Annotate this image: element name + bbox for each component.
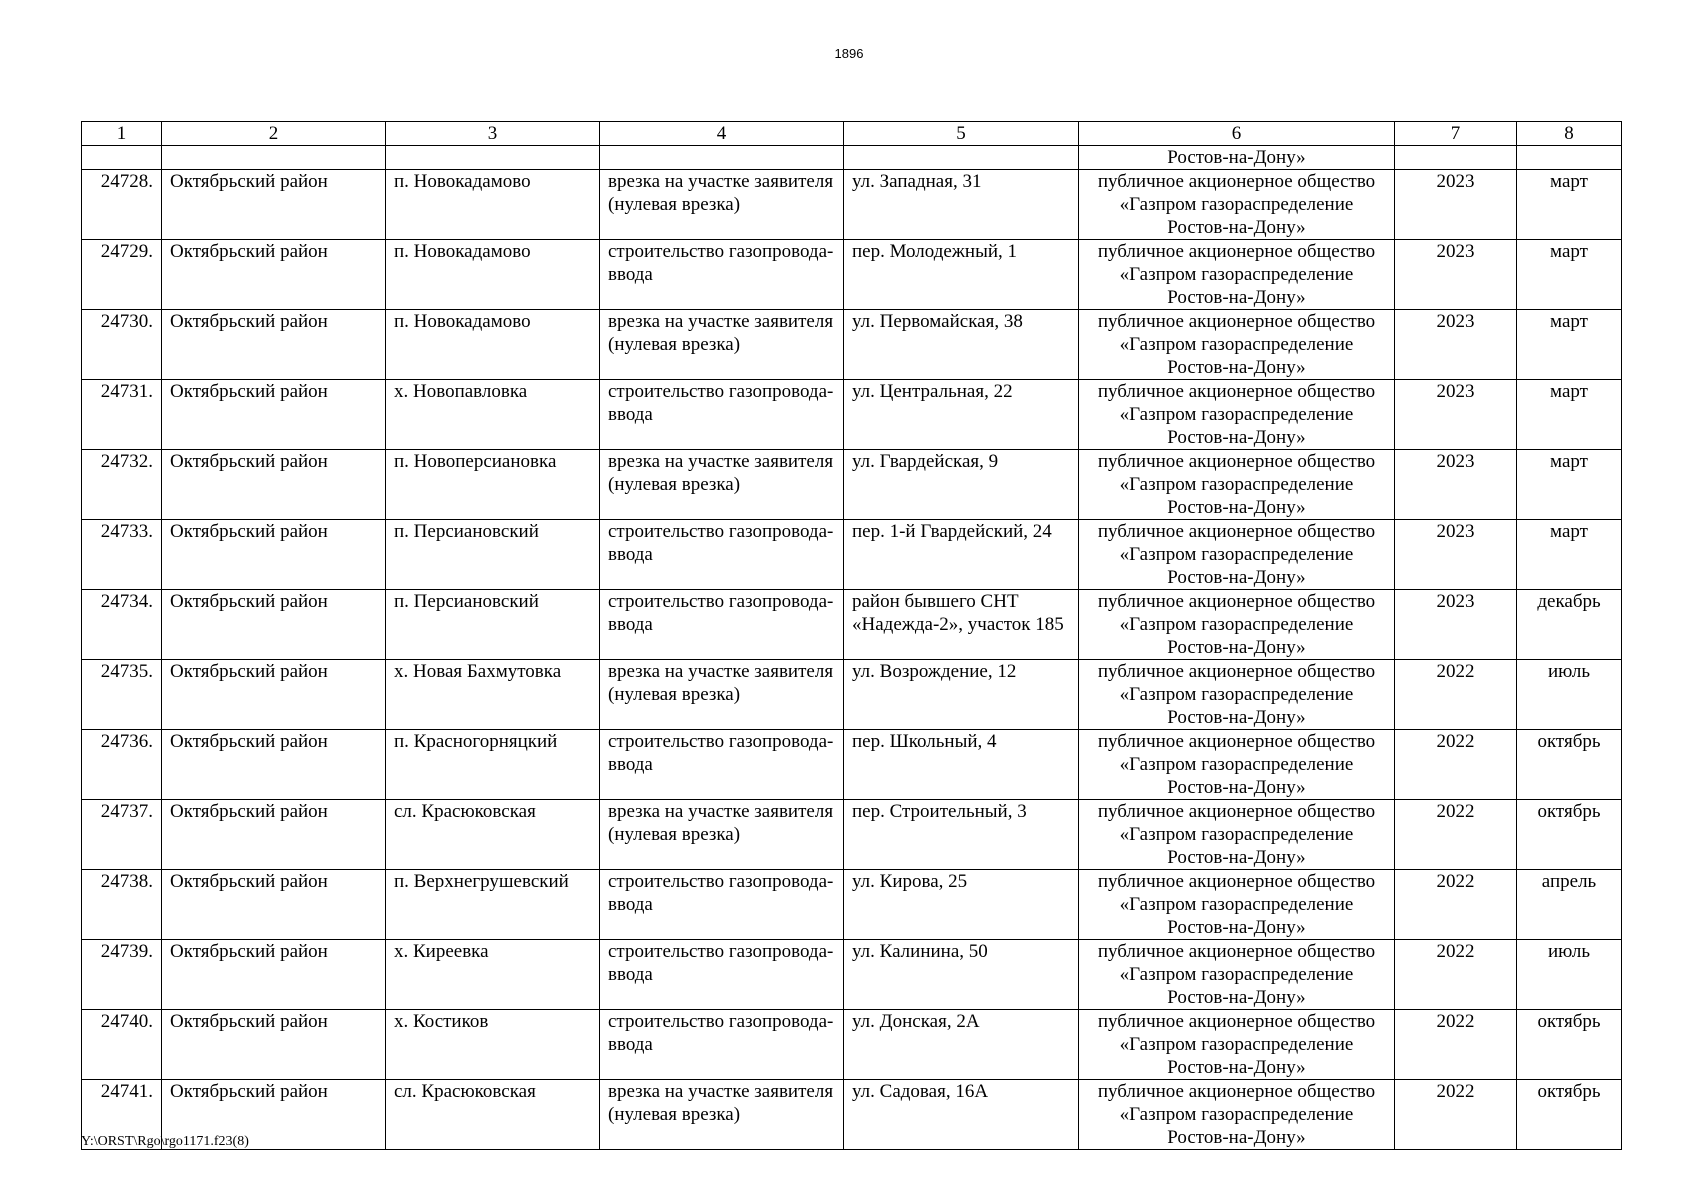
district-cell: Октябрьский район <box>162 940 386 1010</box>
address-cell: ул. Гвардейская, 9 <box>844 450 1079 520</box>
organization-cell: публичное акционерное общество «Газпром газораспределение Ростов-на-Дону» <box>1079 380 1395 450</box>
month-cell: октябрь <box>1517 730 1622 800</box>
locality-cell: п. Новокадамово <box>386 240 600 310</box>
work-type-cell: врезка на участке заявителя (нулевая врезка) <box>600 1080 844 1150</box>
organization-cell: публичное акционерное общество «Газпром газораспределение Ростов-на-Дону» <box>1079 730 1395 800</box>
address-cell: ул. Кирова, 25 <box>844 870 1079 940</box>
year-cell: 2023 <box>1395 310 1517 380</box>
month-cell: июль <box>1517 660 1622 730</box>
table-row <box>82 660 1622 730</box>
month-cell: октябрь <box>1517 1080 1622 1150</box>
table-row <box>82 1010 1622 1080</box>
row-number-cell: 24733. <box>82 520 162 590</box>
empty-cell <box>1395 146 1517 170</box>
page-number: 1896 <box>834 46 864 61</box>
year-cell: 2023 <box>1395 590 1517 660</box>
work-type-cell: врезка на участке заявителя (нулевая врезка) <box>600 450 844 520</box>
row-number-cell: 24741. <box>82 1080 162 1150</box>
year-cell: 2023 <box>1395 520 1517 590</box>
header-cell: 8 <box>1517 122 1622 146</box>
address-cell: пер. Молодежный, 1 <box>844 240 1079 310</box>
work-type-cell: врезка на участке заявителя (нулевая врезка) <box>600 800 844 870</box>
table-row <box>82 800 1622 870</box>
work-type-cell: строительство газопровода-ввода <box>600 520 844 590</box>
month-cell: октябрь <box>1517 800 1622 870</box>
locality-cell: п. Новокадамово <box>386 310 600 380</box>
empty-cell <box>162 146 386 170</box>
table-row <box>82 240 1622 310</box>
column-number-header <box>82 122 1622 146</box>
locality-cell: х. Новопавловка <box>386 380 600 450</box>
organization-cell: публичное акционерное общество «Газпром газораспределение Ростов-на-Дону» <box>1079 310 1395 380</box>
month-cell: апрель <box>1517 870 1622 940</box>
month-cell: март <box>1517 450 1622 520</box>
year-cell: 2023 <box>1395 170 1517 240</box>
month-cell: март <box>1517 380 1622 450</box>
row-number-cell: 24732. <box>82 450 162 520</box>
address-cell: пер. 1-й Гвардейский, 24 <box>844 520 1079 590</box>
address-cell: ул. Первомайская, 38 <box>844 310 1079 380</box>
header-cell: 3 <box>386 122 600 146</box>
district-cell: Октябрьский район <box>162 730 386 800</box>
organization-cell: публичное акционерное общество «Газпром газораспределение Ростов-на-Дону» <box>1079 450 1395 520</box>
row-number-cell: 24735. <box>82 660 162 730</box>
row-number-cell: 24737. <box>82 800 162 870</box>
year-cell: 2022 <box>1395 1080 1517 1150</box>
address-cell: район бывшего СНТ «Надежда-2», участок 185 <box>844 590 1079 660</box>
district-cell: Октябрьский район <box>162 660 386 730</box>
year-cell: 2023 <box>1395 450 1517 520</box>
district-cell: Октябрьский район <box>162 520 386 590</box>
locality-cell: п. Персиановский <box>386 520 600 590</box>
organization-cell: публичное акционерное общество «Газпром газораспределение Ростов-на-Дону» <box>1079 940 1395 1010</box>
work-type-cell: строительство газопровода-ввода <box>600 240 844 310</box>
year-cell: 2022 <box>1395 940 1517 1010</box>
year-cell: 2023 <box>1395 380 1517 450</box>
footer-file-path: Y:\ORST\Rgo\rgo1171.f23(8) <box>81 1134 249 1149</box>
table-row <box>82 520 1622 590</box>
address-cell: ул. Центральная, 22 <box>844 380 1079 450</box>
district-cell: Октябрьский район <box>162 380 386 450</box>
address-cell: пер. Школьный, 4 <box>844 730 1079 800</box>
locality-cell: х. Новая Бахмутовка <box>386 660 600 730</box>
table-row <box>82 170 1622 240</box>
row-number-cell: 24740. <box>82 1010 162 1080</box>
work-type-cell: строительство газопровода-ввода <box>600 380 844 450</box>
work-type-cell: строительство газопровода-ввода <box>600 590 844 660</box>
row-number-cell: 24739. <box>82 940 162 1010</box>
organization-cell: публичное акционерное общество «Газпром газораспределение Ростов-на-Дону» <box>1079 590 1395 660</box>
district-cell: Октябрьский район <box>162 1080 386 1150</box>
locality-cell: п. Красногорняцкий <box>386 730 600 800</box>
locality-cell: п. Новокадамово <box>386 170 600 240</box>
address-cell: ул. Донская, 2А <box>844 1010 1079 1080</box>
month-cell: октябрь <box>1517 1010 1622 1080</box>
work-type-cell: строительство газопровода-ввода <box>600 1010 844 1080</box>
header-cell: 5 <box>844 122 1079 146</box>
address-cell: пер. Строительный, 3 <box>844 800 1079 870</box>
district-cell: Октябрьский район <box>162 870 386 940</box>
row-number-cell: 24738. <box>82 870 162 940</box>
table-row <box>82 870 1622 940</box>
row-number-cell: 24729. <box>82 240 162 310</box>
organization-cell: публичное акционерное общество «Газпром газораспределение Ростов-на-Дону» <box>1079 520 1395 590</box>
month-cell: март <box>1517 520 1622 590</box>
work-type-cell: врезка на участке заявителя (нулевая врезка) <box>600 310 844 380</box>
locality-cell: сл. Красюковская <box>386 800 600 870</box>
address-cell: ул. Калинина, 50 <box>844 940 1079 1010</box>
address-cell: ул. Западная, 31 <box>844 170 1079 240</box>
work-type-cell: врезка на участке заявителя (нулевая врезка) <box>600 660 844 730</box>
address-cell: ул. Садовая, 16А <box>844 1080 1079 1150</box>
work-type-cell: строительство газопровода-ввода <box>600 730 844 800</box>
district-cell: Октябрьский район <box>162 590 386 660</box>
year-cell: 2022 <box>1395 730 1517 800</box>
register-table <box>81 121 1622 1150</box>
empty-cell <box>386 146 600 170</box>
table-row <box>82 1080 1622 1150</box>
header-cell: 6 <box>1079 122 1395 146</box>
month-cell: март <box>1517 240 1622 310</box>
locality-cell: п. Верхнегрушевский <box>386 870 600 940</box>
district-cell: Октябрьский район <box>162 310 386 380</box>
organization-cell: публичное акционерное общество «Газпром газораспределение Ростов-на-Дону» <box>1079 1010 1395 1080</box>
district-cell: Октябрьский район <box>162 170 386 240</box>
continuation-row <box>82 146 1622 170</box>
month-cell: декабрь <box>1517 590 1622 660</box>
empty-cell <box>82 146 162 170</box>
year-cell: 2022 <box>1395 1010 1517 1080</box>
locality-cell: х. Киреевка <box>386 940 600 1010</box>
organization-cell: публичное акционерное общество «Газпром газораспределение Ростов-на-Дону» <box>1079 1080 1395 1150</box>
empty-cell <box>1517 146 1622 170</box>
organization-cell: публичное акционерное общество «Газпром газораспределение Ростов-на-Дону» <box>1079 240 1395 310</box>
empty-cell <box>844 146 1079 170</box>
work-type-cell: строительство газопровода-ввода <box>600 870 844 940</box>
year-cell: 2022 <box>1395 800 1517 870</box>
table-row <box>82 940 1622 1010</box>
month-cell: март <box>1517 310 1622 380</box>
work-type-cell: строительство газопровода-ввода <box>600 940 844 1010</box>
empty-cell <box>600 146 844 170</box>
district-cell: Октябрьский район <box>162 1010 386 1080</box>
year-cell: 2022 <box>1395 660 1517 730</box>
table-row <box>82 730 1622 800</box>
header-cell: 1 <box>82 122 162 146</box>
address-cell: ул. Возрождение, 12 <box>844 660 1079 730</box>
table-row <box>82 590 1622 660</box>
header-cell: 4 <box>600 122 844 146</box>
organization-cell: публичное акционерное общество «Газпром газораспределение Ростов-на-Дону» <box>1079 800 1395 870</box>
row-number-cell: 24736. <box>82 730 162 800</box>
row-number-cell: 24728. <box>82 170 162 240</box>
row-number-cell: 24734. <box>82 590 162 660</box>
table-row <box>82 380 1622 450</box>
organization-cell: публичное акционерное общество «Газпром газораспределение Ростов-на-Дону» <box>1079 170 1395 240</box>
table-row <box>82 450 1622 520</box>
year-cell: 2023 <box>1395 240 1517 310</box>
organization-cell: публичное акционерное общество «Газпром газораспределение Ростов-на-Дону» <box>1079 870 1395 940</box>
district-cell: Октябрьский район <box>162 800 386 870</box>
header-cell: 7 <box>1395 122 1517 146</box>
organization-cell: Ростов-на-Дону» <box>1079 146 1395 170</box>
month-cell: июль <box>1517 940 1622 1010</box>
row-number-cell: 24730. <box>82 310 162 380</box>
year-cell: 2022 <box>1395 870 1517 940</box>
district-cell: Октябрьский район <box>162 240 386 310</box>
table-row <box>82 310 1622 380</box>
locality-cell: х. Костиков <box>386 1010 600 1080</box>
header-cell: 2 <box>162 122 386 146</box>
month-cell: март <box>1517 170 1622 240</box>
district-cell: Октябрьский район <box>162 450 386 520</box>
locality-cell: п. Новоперсиановка <box>386 450 600 520</box>
work-type-cell: врезка на участке заявителя (нулевая врезка) <box>600 170 844 240</box>
locality-cell: сл. Красюковская <box>386 1080 600 1150</box>
row-number-cell: 24731. <box>82 380 162 450</box>
locality-cell: п. Персиановский <box>386 590 600 660</box>
organization-cell: публичное акционерное общество «Газпром газораспределение Ростов-на-Дону» <box>1079 660 1395 730</box>
